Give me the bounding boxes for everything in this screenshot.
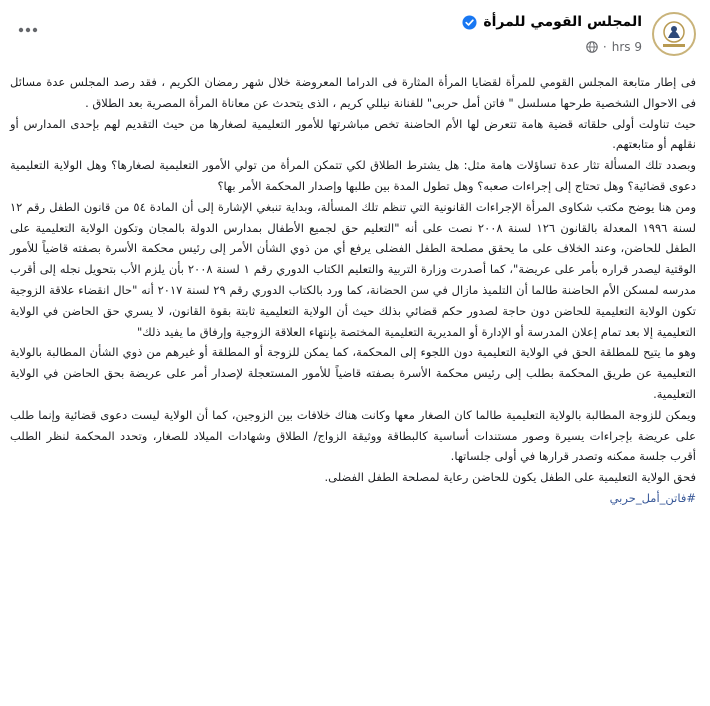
post-paragraph: ومن هنا يوضح مكتب شكاوى المرأة الإجراءات القانونية التي تنظم تلك المسألة، وبداية تنبغي الإشارة إلى أن المادة ٥٤ من قانون الطفل رقم ١٢ لسنة ١٩٩٦ المعدلة بالقانون ١٢٦ لسنة ٢٠٠٨ نصت على أنه "التعليم حق لجميع الأطفال بمدارس الدولة بالمجان وتكون الولاية التعليمية على الطفل للحاضن، وعند الخلاف على ما يحقق مصلحة الطفل الفضلى يرفع أي من ذوي الشأن الأمر إلى رئيس محكمة الأسرة بصفته قاضياً للأمور الوقتية ليصدر قراره بأمر على عريضة"، كما أصدرت وزارة التربية والتعليم الكتاب الدوري رقم ١ لسنة ٢٠٠٨ بأن يلزم الأب بتحويل نجله إلى أقرب مدرسه لمسكن الأم الحاضنة طالما أن التلميذ مازال في سن الحضانة، كما ورد بالكتاب الدوري رقم ٢٩ لسنة ٢٠١٧ أنه "حال انقضاء علاقة الزوجية تكون الولاية التعليمية للحاضن دون حاجة لصدور حكم قضائي بذلك حيث أن الولاية التعليمية ثابتة بقوة القانون، لا يسري حق الحاضن في الولاية التعليمية إلا بعد تمام إعلان المدرسة أو الإدارة أو المديرية التعليمية المختصة بإنتهاء العلاقة الزوجية وإرفاق ما يفيد ذلك" [10,199,696,339]
post-paragraph: فحق الولاية التعليمية على الطفل يكون للحاضن رعاية لمصلحة الطفل الفضلى. [324,470,696,485]
author-row [462,14,642,30]
more-options-icon[interactable] [14,20,42,40]
globe-icon[interactable] [586,41,598,53]
hashtag-link[interactable]: #فاتن_أمل_حربي [609,490,696,505]
post-paragraph: ويمكن للزوجة المطالبة بالولاية التعليمية طالما كان الصغار معها وكانت هناك خلافات بين الزوجين، كما أن الولاية ليست دعوى قضائية وإنما طلب على عريضة بإجراءات يسيرة وصور مستندات أساسية كالبطاقة ووثيقة الزواج/ الطلاق وشهادات الميلاد للصغار، وتحدد المحكمة لنظر الطلب أقرب جلسة ممكنه وتصدر قرارها في أولى جلساتها. [10,407,696,464]
page-name-link[interactable]: المجلس القومي للمرأة [483,14,642,30]
post-paragraph: وهو ما يتيح للمطلقة الحق في الولاية التعليمية دون اللجوء إلى المحكمة، كما يمكن للزوجة أو المطلقة أو غيرهم من ذوي الشأن المطالبة بالولاية التعليمية عن طريق المحكمة بطلب إلى رئيس محكمة الأسرة بصفته قاضياً للأمور المستعجلة لإصدار أمر على عريضة بحق الحاضن في الولاية التعليمية. [10,345,696,401]
verified-badge-icon [462,15,477,30]
post-meta [586,40,642,54]
council-logo-icon [654,14,694,54]
post-header [0,4,710,66]
post-paragraph: فى إطار متابعة المجلس القومي للمرأة لقضايا المرأة المثارة فى الدراما المعروضة خلال شهر رمضان الكريم ، فقد رصد المجلس عدة مسائل فى الاحوال الشخصية طرحها مسلسل " فاتن أمل حربى" للفنانة نيللي كريم ، الذى يتحدث عن معاناة المرأة المصرية بعد الطلاق . [10,75,696,110]
post-paragraph: حيث تناولت أولى حلقاته قضية هامة تتعرض لها الأم الحاضنة تخص مباشرتها للأمور التعليمية لصغارها من حيث التقديم لهم بإحدى المدارس أو نقلهم أو متابعتهم. [10,116,696,152]
meta-separator: · [602,40,607,54]
page-avatar[interactable] [652,12,696,56]
post-paragraph: وبصدد تلك المسألة تثار عدة تساؤلات هامة مثل: هل يشترط الطلاق لكي تتمكن المرأة من تولي الأمور التعليمية لصغارها؟ وهل الولاية التعليمية دعوى قضائية؟ وهل تحتاج إلى إجراءات صعبه؟ وهل تطول المدة بين طلبها وإصدار المحكمة الأمر بها؟ [10,158,696,193]
post-timestamp[interactable]: 9 hrs [611,40,642,54]
post-body [10,72,696,509]
